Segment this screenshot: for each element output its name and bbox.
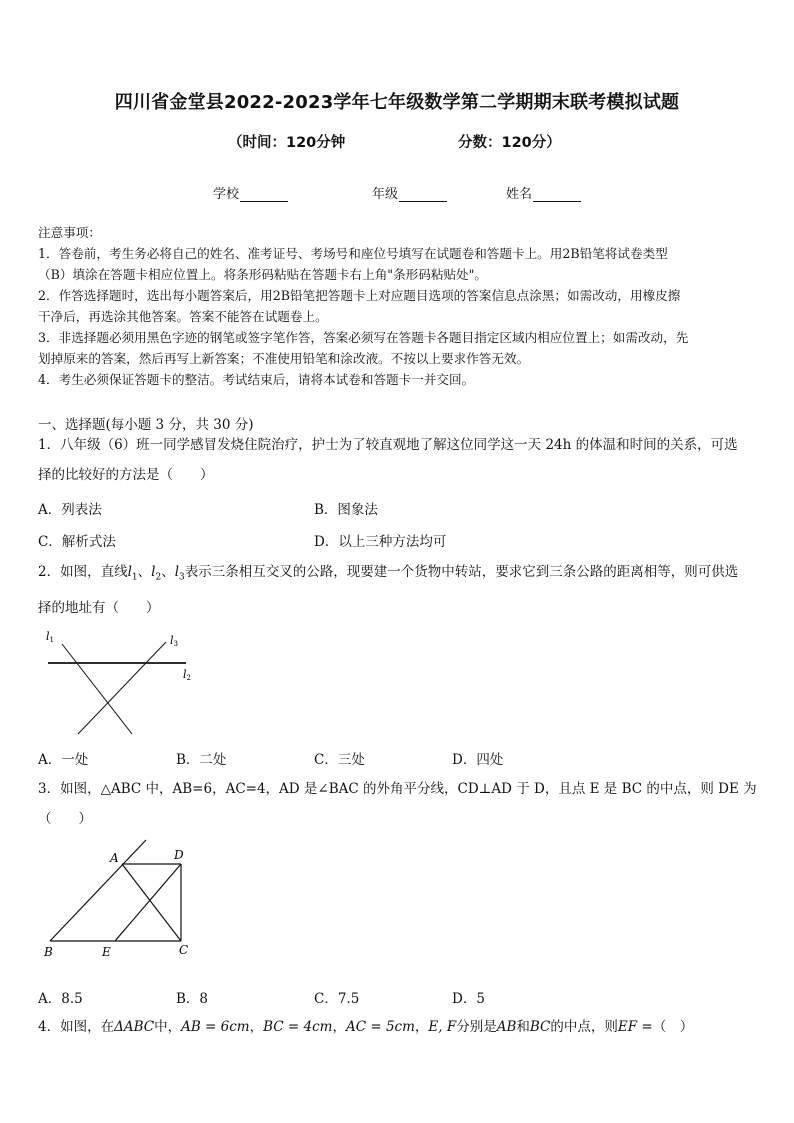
q3-option-b[interactable]: B．8 bbox=[176, 991, 209, 1007]
notes-heading: 注意事项： bbox=[38, 225, 101, 240]
q4-text2: 中， bbox=[154, 1019, 182, 1035]
note-line: 1．答卷前，考生务必将自己的姓名、准考证号、考场号和座位号填写在试题卷和答题卡上。用2B铅笔将试卷类型 bbox=[38, 246, 668, 261]
note-line: 3．非选择题必须用黑色字迹的钢笔或签字笔作答，答案必须写在答题卡各题目指定区域内相应位置上；如需改动，先 bbox=[38, 330, 689, 345]
school-field bbox=[213, 183, 288, 202]
name-blank[interactable] bbox=[533, 189, 581, 202]
label-D: D bbox=[174, 848, 184, 862]
q2-option-d[interactable]: D．四处 bbox=[452, 752, 504, 768]
label-B: B bbox=[44, 945, 53, 959]
q2-l1: l bbox=[127, 564, 132, 580]
exam-time: （时间：120分钟 bbox=[228, 135, 346, 151]
name-label: 姓名 bbox=[506, 187, 533, 202]
q4-triangle: ΔABC bbox=[114, 1019, 155, 1035]
segment-ed bbox=[115, 864, 181, 941]
q3-option-a[interactable]: A．8.5 bbox=[38, 991, 83, 1007]
note-line: （B）填涂在答题卡相应位置上。将条形码粘贴在答题卡右上角"条形码粘贴处"。 bbox=[38, 267, 488, 282]
section-heading: 一、选择题(每小题 3 分，共 30 分) bbox=[38, 417, 254, 433]
q2-line2: 择的地址有（ ） bbox=[38, 599, 160, 616]
q2-l3: l bbox=[174, 564, 180, 580]
note-line: 划掉原来的答案，然后再写上新答案；不准使用铅笔和涂改液。不按以上要求作答无效。 bbox=[38, 351, 530, 366]
q4-bc: BC = 4cm bbox=[263, 1019, 333, 1035]
q3-option-c[interactable]: C．7.5 bbox=[314, 991, 360, 1007]
q2-option-b[interactable]: B．二处 bbox=[176, 752, 227, 768]
q1-option-d[interactable]: D．以上三种方法均可 bbox=[314, 534, 447, 550]
school-label: 学校 bbox=[213, 187, 240, 202]
q4-text4: 的中点，则 bbox=[550, 1019, 618, 1035]
q2-l2: l bbox=[151, 564, 156, 580]
q4-text1: 4．如图，在 bbox=[38, 1019, 115, 1035]
segment-ac bbox=[122, 864, 181, 941]
q2-option-c[interactable]: C．三处 bbox=[314, 752, 365, 768]
note-line: 2．作答选择题时，选出每小题答案后，用2B铅笔把答题卡上对应题目选项的答案信息点涂黑；如需改动，用橡皮擦 bbox=[38, 288, 681, 303]
q4-ac: AC = 5cm bbox=[345, 1019, 415, 1035]
question-1 bbox=[38, 430, 760, 490]
q1-option-c[interactable]: C．解析式法 bbox=[38, 534, 116, 550]
label-l1: l1 bbox=[46, 630, 54, 644]
grade-label: 年级 bbox=[372, 187, 399, 202]
q3-figure bbox=[40, 838, 200, 962]
q1-option-b[interactable]: B．图象法 bbox=[314, 502, 378, 518]
school-blank[interactable] bbox=[240, 189, 288, 202]
note-line: 4．考生必须保证答题卡的整洁。考试结束后，请将本试卷和答题卡一并交回。 bbox=[38, 372, 475, 387]
q4-paren: （ ） bbox=[652, 1019, 694, 1035]
name-field bbox=[506, 183, 581, 202]
q4-ab: AB = 6cm bbox=[181, 1019, 250, 1035]
q1-option-a[interactable]: A．列表法 bbox=[38, 502, 102, 518]
q2-option-a[interactable]: A．一处 bbox=[38, 752, 89, 768]
grade-blank[interactable] bbox=[399, 189, 447, 202]
q1-line2: 择的比较好的方法是（ ） bbox=[38, 467, 214, 483]
q4-abw: AB bbox=[496, 1019, 517, 1035]
q3-line1: 3．如图，△ABC 中，AB=6，AC=4，AD 是∠BAC 的外角平分线，CD⊥AD 于 D，且点 E 是 BC 的中点，则 DE 为 bbox=[38, 781, 757, 797]
segment-ba-extended bbox=[50, 840, 146, 941]
line-l3 bbox=[78, 642, 166, 734]
q2-figure bbox=[40, 626, 200, 738]
notes-block bbox=[38, 222, 760, 390]
label-E: E bbox=[102, 945, 111, 959]
q4-and: 和 bbox=[516, 1019, 530, 1035]
grade-field bbox=[372, 183, 447, 202]
label-l2: l2 bbox=[183, 668, 191, 682]
question-4: 4．如图，在ΔABC中，AB = 6cm，BC = 4cm，AC = 5cm，E, F分别是AB和BC的中点，则EF =（ ） bbox=[38, 1019, 694, 1035]
label-A: A bbox=[110, 851, 119, 865]
q4-efq: EF = bbox=[617, 1019, 653, 1035]
q4-text3: 分别是 bbox=[456, 1019, 497, 1035]
label-l3: l3 bbox=[170, 634, 178, 648]
q2-text-a: 2．如图，直线 bbox=[38, 564, 128, 580]
q4-ef: E, F bbox=[428, 1019, 457, 1035]
q3-line2: （ ） bbox=[38, 811, 92, 827]
question-2: 2．如图，直线$l_1$、$l_2$、$l_3$表示三条相互交叉的公路，现要建一个货物中转站，要求它到三条公路的距离相等，则可供选 择的地址有（ ） bbox=[38, 557, 760, 623]
q4-bcw: BC bbox=[529, 1019, 551, 1035]
q1-line1: 1．八年级（6）班一同学感冒发烧住院治疗，护士为了较直观地了解这位同学这一天 24h 的体温和时间的关系，可选 bbox=[38, 437, 738, 453]
question-3 bbox=[38, 774, 760, 834]
label-C: C bbox=[179, 943, 189, 957]
note-line: 干净后，再选涂其他答案。答案不能答在试题卷上。 bbox=[38, 309, 328, 324]
exam-score: 分数：120分） bbox=[458, 135, 561, 151]
q3-option-d[interactable]: D．5 bbox=[452, 991, 485, 1007]
helper bbox=[115, 864, 122, 941]
q2-text-b: 表示三条相互交叉的公路，现要建一个货物中转站，要求它到三条公路的距离相等，则可供选 bbox=[184, 564, 739, 580]
page-title: 四川省金堂县2022-2023学年七年级数学第二学期期末联考模拟试题 bbox=[114, 92, 680, 113]
